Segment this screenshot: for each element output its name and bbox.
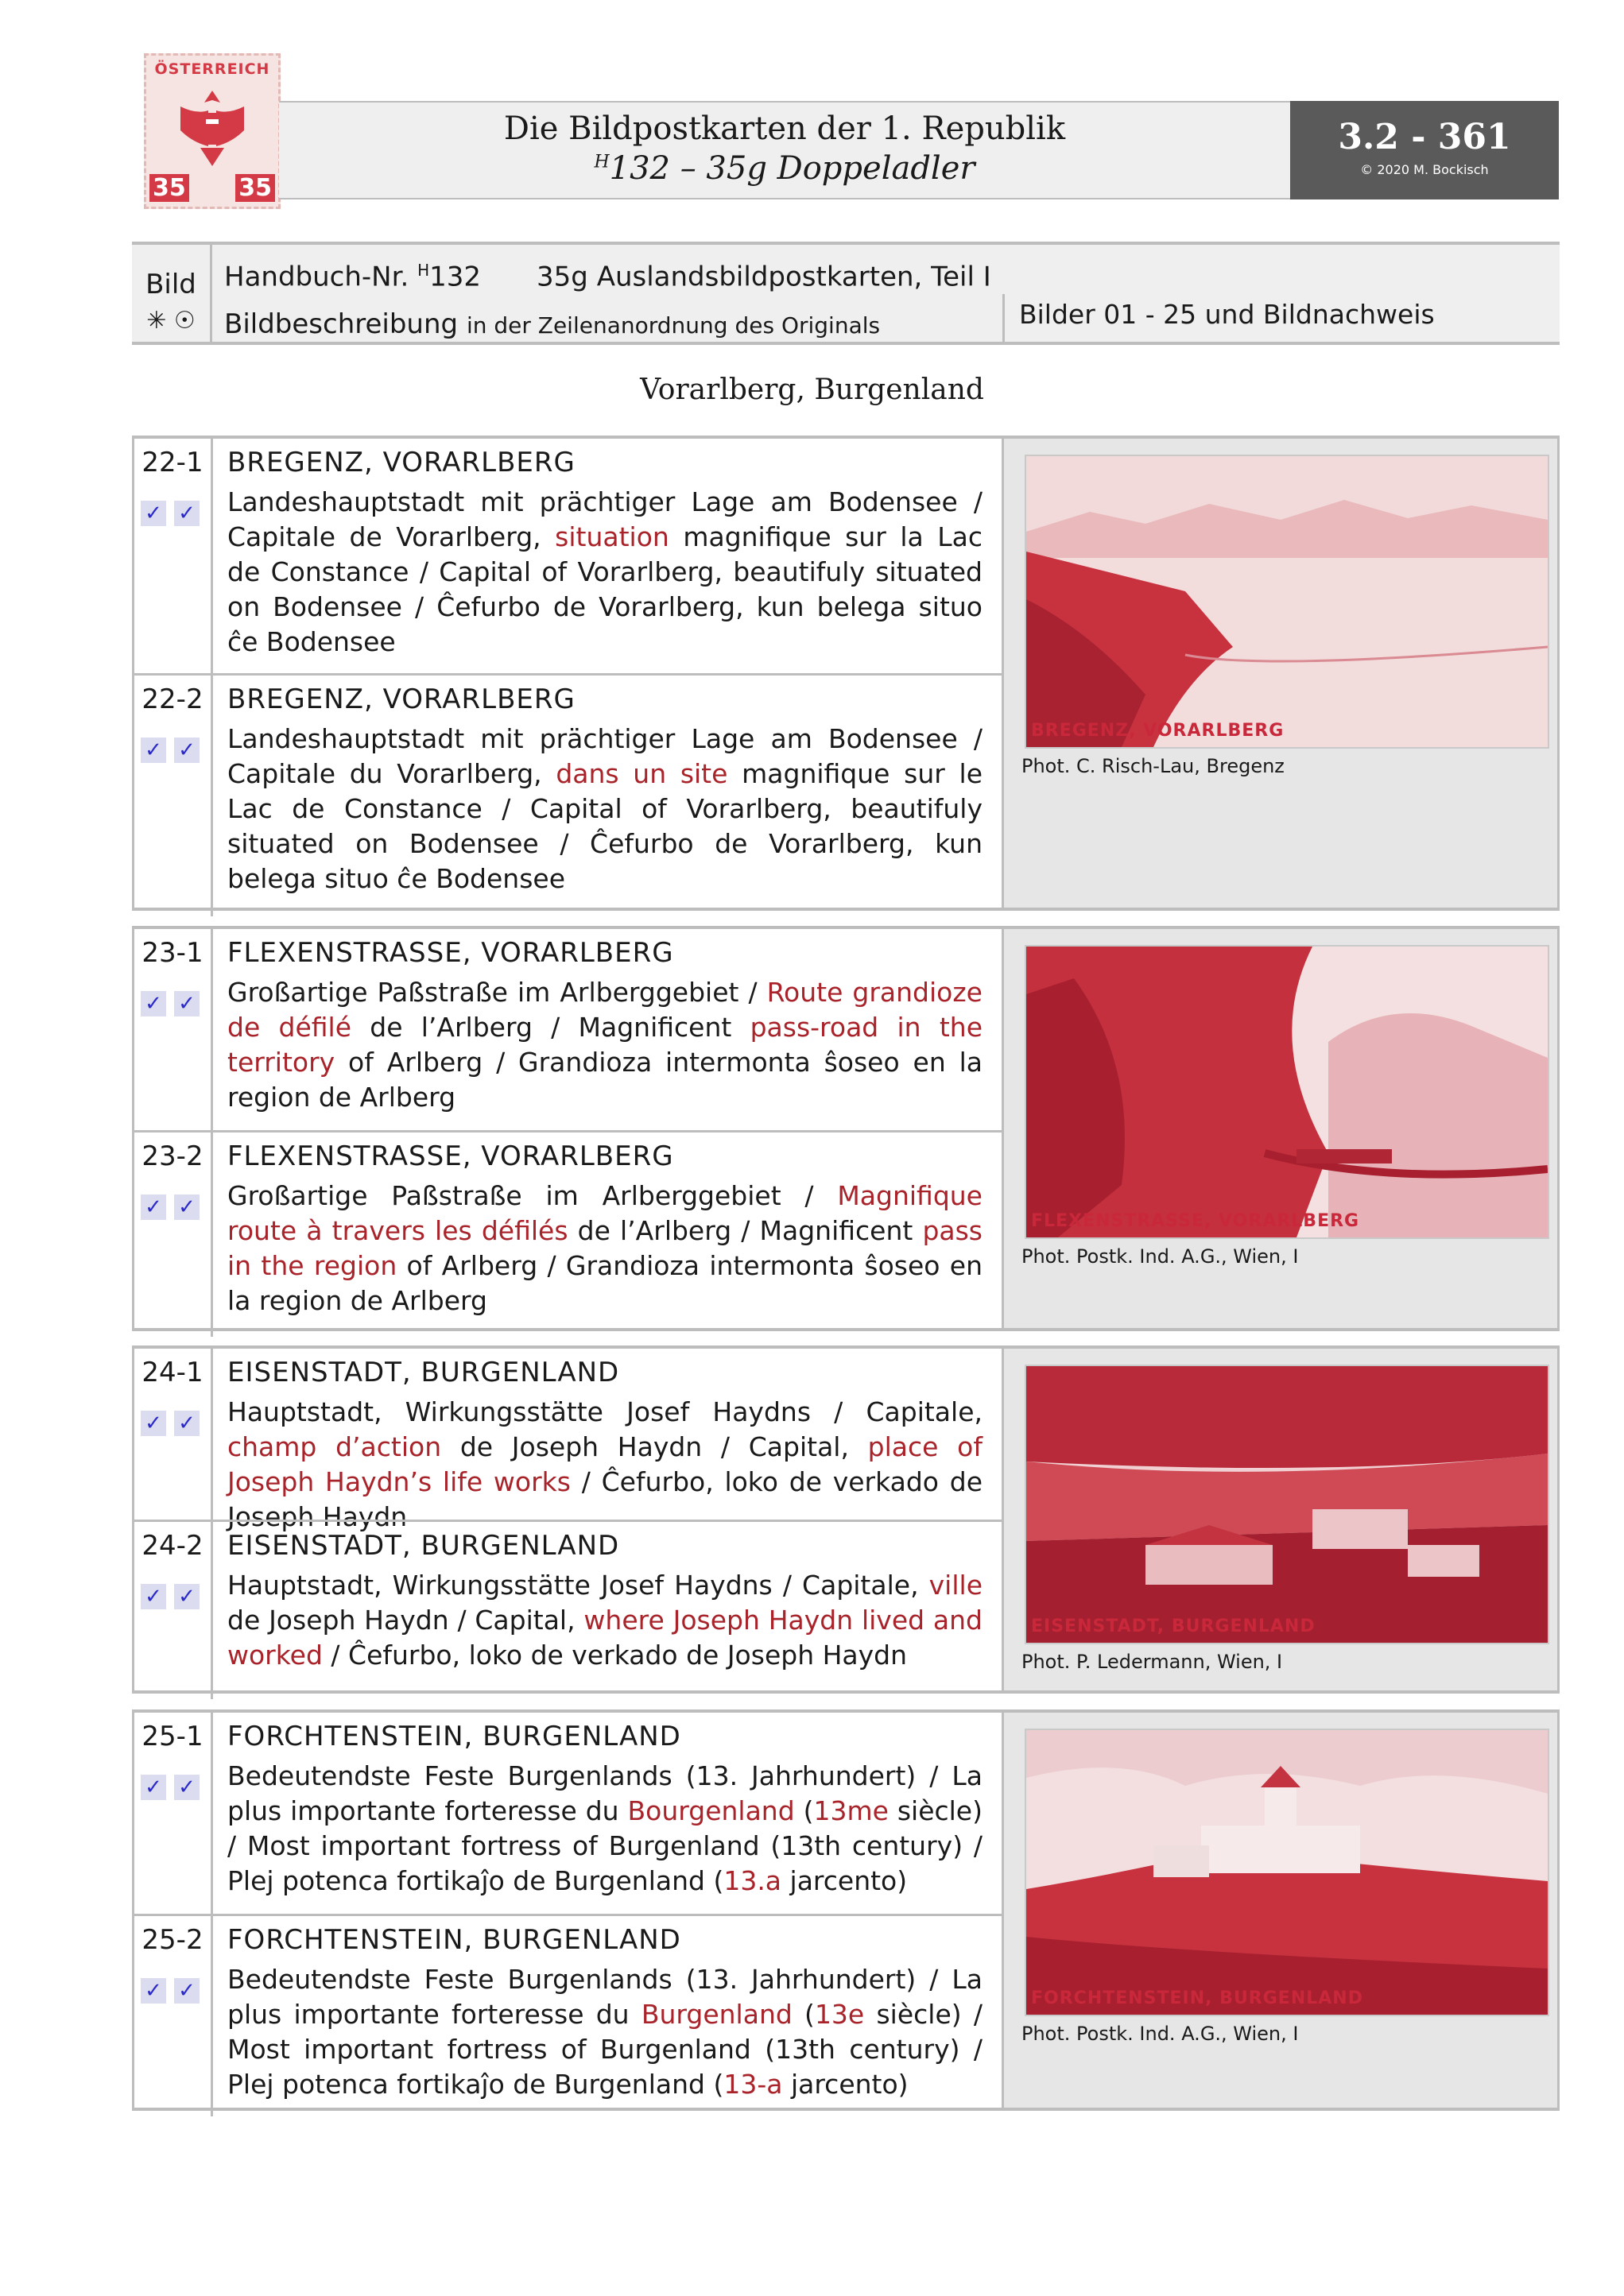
description-text: magnifique sur le Lac de Constance / Capital of Vorarlberg, beautifuly situated on Bodensee / Ĉefurbo de Vorarlberg, kun belega situo ĉe Bodensee (227, 758, 983, 894)
number-column (134, 1713, 213, 1914)
description-text: ( (792, 1999, 815, 2030)
page-number: 3.2 - 361 (1338, 117, 1511, 157)
check-icon: ✓ (141, 738, 166, 763)
check-icon: ✓ (141, 501, 166, 526)
place-name: FLEXENSTRASSE, VORARLBERG (227, 1140, 674, 1172)
highlighted-text: Magnifique route à travers les défilés (227, 1180, 983, 1246)
photo-credit: Phot. Postk. Ind. A.G., Wien, I (1021, 1245, 1299, 1268)
number-column (134, 1349, 213, 1520)
check-icon: ✓ (174, 501, 200, 526)
stamp-values (149, 174, 275, 202)
place-name: BREGENZ, VORARLBERG (227, 683, 576, 715)
region-heading: Vorarlberg, Burgenland (640, 374, 984, 406)
highlighted-text: Bourgenland (627, 1795, 795, 1826)
description-column (132, 1349, 1004, 1690)
check-icon: ✓ (174, 1584, 200, 1609)
check-icon: ✓ (174, 991, 200, 1016)
place-name: FLEXENSTRASSE, VORARLBERG (227, 937, 674, 969)
card-number: 24-1 (141, 1357, 203, 1388)
description-text: Hauptstadt, Wirkungsstätte Josef Haydns / Capitale, (227, 1396, 983, 1427)
bild-label: Bild (145, 269, 196, 300)
card-entry (134, 1914, 1004, 2116)
description-text: / Ĉefurbo, loko de verkado de Joseph Haydn (227, 1466, 983, 1532)
place-name: FORCHTENSTEIN, BURGENLAND (227, 1721, 681, 1752)
description-column (132, 439, 1004, 908)
check-marks (141, 501, 200, 526)
check-icon: ✓ (141, 1584, 166, 1609)
check-marks (141, 1775, 200, 1800)
description-text: jarcento) (782, 2069, 909, 2100)
description-text: of Arlberg / Grandioza intermonta ŝoseo en la region de Arlberg (227, 1047, 983, 1113)
handbuch-label: Handbuch-Nr. (224, 261, 409, 293)
check-icon: ✓ (141, 1775, 166, 1800)
entry-group (132, 1345, 1560, 1694)
postcard-image (1025, 455, 1549, 749)
image-column (1002, 929, 1560, 1328)
postcard-photo (1026, 947, 1548, 1237)
check-marks (141, 738, 200, 763)
check-marks (141, 1411, 200, 1436)
card-description (227, 1179, 983, 1318)
description-text: de Joseph Haydn / Capital, (441, 1431, 868, 1462)
highlighted-text: 13e (814, 1999, 865, 2030)
check-icon: ✓ (174, 1775, 200, 1800)
number-column (134, 676, 213, 916)
postcard-photo (1026, 1730, 1548, 2015)
stamp-value-right: 35 (235, 174, 275, 202)
stamp-country: ÖSTERREICH (154, 60, 270, 78)
description-text: ( (794, 1795, 814, 1826)
postcard-caption: FLEXENSTRASSE, VORARLBERG (1031, 1211, 1360, 1231)
check-icon: ✓ (174, 1194, 200, 1220)
card-description (227, 975, 983, 1115)
images-header: Bilder 01 - 25 und Bildnachweis (1002, 294, 1557, 342)
card-description (227, 1962, 983, 2102)
page-title-box (279, 101, 1290, 199)
card-entry (134, 1520, 1004, 1699)
postcard-photo (1026, 456, 1548, 747)
card-entry (134, 439, 1004, 673)
eagle-emblem-icon (165, 83, 260, 170)
postcard-caption: FORCHTENSTEIN, BURGENLAND (1031, 1988, 1363, 2008)
card-number: 22-1 (141, 447, 203, 478)
number-column (134, 929, 213, 1130)
image-column (1002, 439, 1560, 908)
highlighted-text: champ d’action (227, 1431, 442, 1462)
check-icon: ✓ (141, 991, 166, 1016)
copyright: © 2020 M. Bockisch (1360, 162, 1489, 177)
place-name: EISENSTADT, BURGENLAND (227, 1530, 620, 1562)
postcard-image (1025, 945, 1549, 1239)
card-description (227, 1759, 983, 1899)
highlighted-text: 13-a (723, 2069, 783, 2100)
description-text: de l’Arlberg / Magnificent (351, 1012, 750, 1043)
card-description (227, 722, 983, 896)
highlighted-text: pass-road in the territory (227, 1012, 983, 1078)
card-entry (134, 1349, 1004, 1532)
description-text: Großartige Paßstraße im Arlberggebiet / (227, 977, 767, 1008)
card-description (227, 1568, 983, 1673)
handbuch-row (224, 261, 991, 292)
photo-credit: Phot. P. Ledermann, Wien, I (1021, 1651, 1283, 1673)
card-entry (134, 1130, 1004, 1337)
number-column (134, 1916, 213, 2116)
card-number: 22-2 (141, 683, 203, 715)
page-subtitle (279, 150, 1290, 187)
card-entry (134, 929, 1004, 1130)
description-text: / Ĉefurbo, loko de verkado de Joseph Haydn (322, 1640, 908, 1671)
card-number: 24-2 (141, 1530, 203, 1562)
description-note: in der Zeilenanordnung des Originals (466, 312, 881, 339)
subtitle-text: 132 – 35g Doppeladler (609, 150, 975, 187)
card-description (227, 485, 983, 660)
entry-group (132, 926, 1560, 1331)
check-marks (141, 991, 200, 1016)
highlighted-text: Burgenland (641, 1999, 793, 2030)
description-text: Landeshauptstadt mit prächtiger Lage am Bodensee / Capitale de Vorarlberg, (227, 486, 983, 552)
description-text: Bedeutendste Feste Burgenlands (13. Jahrhundert) / La plus importante forteresse du (227, 1964, 983, 2030)
highlighted-text: Route grandioze de défilé (227, 977, 983, 1043)
subtitle-superscript: H (594, 152, 610, 172)
image-column (1002, 1349, 1560, 1690)
card-number: 25-1 (141, 1721, 203, 1752)
highlighted-text: place of Joseph Haydn’s life works (227, 1431, 983, 1497)
handbuch-number: 132 (429, 261, 482, 293)
card-number: 23-2 (141, 1140, 203, 1172)
postcard-image (1025, 1729, 1549, 2016)
description-label: Bildbeschreibung (224, 308, 459, 340)
highlighted-text: 13.a (723, 1865, 782, 1896)
entry-group (132, 436, 1560, 911)
postcard-image (1025, 1365, 1549, 1644)
check-marks (141, 1978, 200, 2004)
series-title: 35g Auslandsbildpostkarten, Teil I (537, 261, 991, 293)
highlighted-text: situation (555, 521, 669, 552)
symbols-label: ✳ ☉ (146, 307, 196, 335)
description-text: of Arlberg / Grandioza intermonta ŝoseo en la region de Arlberg (227, 1250, 983, 1316)
check-icon: ✓ (174, 1411, 200, 1436)
description-text: magnifique sur la Lac de Constance / Capital of Vorarlberg, beautifuly situated on Bodensee / Ĉefurbo de Vorarlberg, kun belega situo ĉe Bodensee (227, 521, 983, 657)
photo-credit: Phot. C. Risch-Lau, Bregenz (1021, 755, 1285, 777)
check-marks (141, 1584, 200, 1609)
entry-group (132, 1709, 1560, 2111)
card-number: 25-2 (141, 1924, 203, 1956)
highlighted-text: dans un site (556, 758, 728, 789)
highlighted-text: 13me (813, 1795, 889, 1826)
postcard-caption: BREGENZ, VORARLBERG (1031, 721, 1285, 741)
postcard-photo (1026, 1366, 1548, 1643)
stamp-image (144, 53, 281, 209)
description-text: Hauptstadt, Wirkungsstätte Josef Haydns / Capitale, (227, 1570, 929, 1601)
check-icon: ✓ (141, 1411, 166, 1436)
card-description (227, 1395, 983, 1535)
description-text: siècle) / Most important fortress of Burgenland (13th century) / Plej potenca fortikaĵo de Burgenland ( (227, 1795, 983, 1896)
place-name: FORCHTENSTEIN, BURGENLAND (227, 1924, 681, 1956)
card-entry (134, 1713, 1004, 1914)
description-text: Großartige Paßstraße im Arlberggebiet / (227, 1180, 838, 1211)
place-name: EISENSTADT, BURGENLAND (227, 1357, 620, 1388)
card-number: 23-1 (141, 937, 203, 969)
number-column (134, 1133, 213, 1337)
number-column (134, 439, 213, 673)
description-text: de l’Arlberg / Magnificent (568, 1215, 923, 1246)
number-column (134, 1522, 213, 1699)
description-column (132, 929, 1004, 1328)
highlighted-text: where Joseph Haydn lived and worked (227, 1605, 983, 1671)
place-name: BREGENZ, VORARLBERG (227, 447, 576, 478)
check-marks (141, 1194, 200, 1220)
page-number-box (1290, 101, 1559, 199)
page-title: Die Bildpostkarten der 1. Republik (503, 110, 1066, 147)
stamp-value-left: 35 (149, 174, 189, 202)
check-icon: ✓ (174, 738, 200, 763)
card-entry (134, 673, 1004, 916)
highlighted-text: ville (928, 1570, 983, 1601)
description-text: de Joseph Haydn / Capital, (227, 1605, 584, 1636)
bild-column-header (132, 245, 212, 342)
postcard-caption: EISENSTADT, BURGENLAND (1031, 1616, 1316, 1636)
highlighted-text: pass in the region (227, 1215, 983, 1281)
handbuch-superscript: H (417, 261, 430, 280)
description-column (132, 1713, 1004, 2108)
column-header (132, 242, 1560, 345)
check-icon: ✓ (141, 1194, 166, 1220)
check-icon: ✓ (141, 1978, 166, 2004)
description-text: Landeshauptstadt mit prächtiger Lage am Bodensee / Capitale du Vorarlberg, (227, 723, 983, 789)
image-column (1002, 1713, 1560, 2108)
description-header (224, 308, 880, 340)
description-text: siècle) / Most important fortress of Burgenland (13th century) / Plej potenca fortikaĵo de Burgenland ( (227, 1999, 983, 2100)
photo-credit: Phot. Postk. Ind. A.G., Wien, I (1021, 2023, 1299, 2045)
description-text: Bedeutendste Feste Burgenlands (13. Jahrhundert) / La plus importante forteresse du (227, 1760, 983, 1826)
description-text: jarcento) (781, 1865, 908, 1896)
check-icon: ✓ (174, 1978, 200, 2004)
